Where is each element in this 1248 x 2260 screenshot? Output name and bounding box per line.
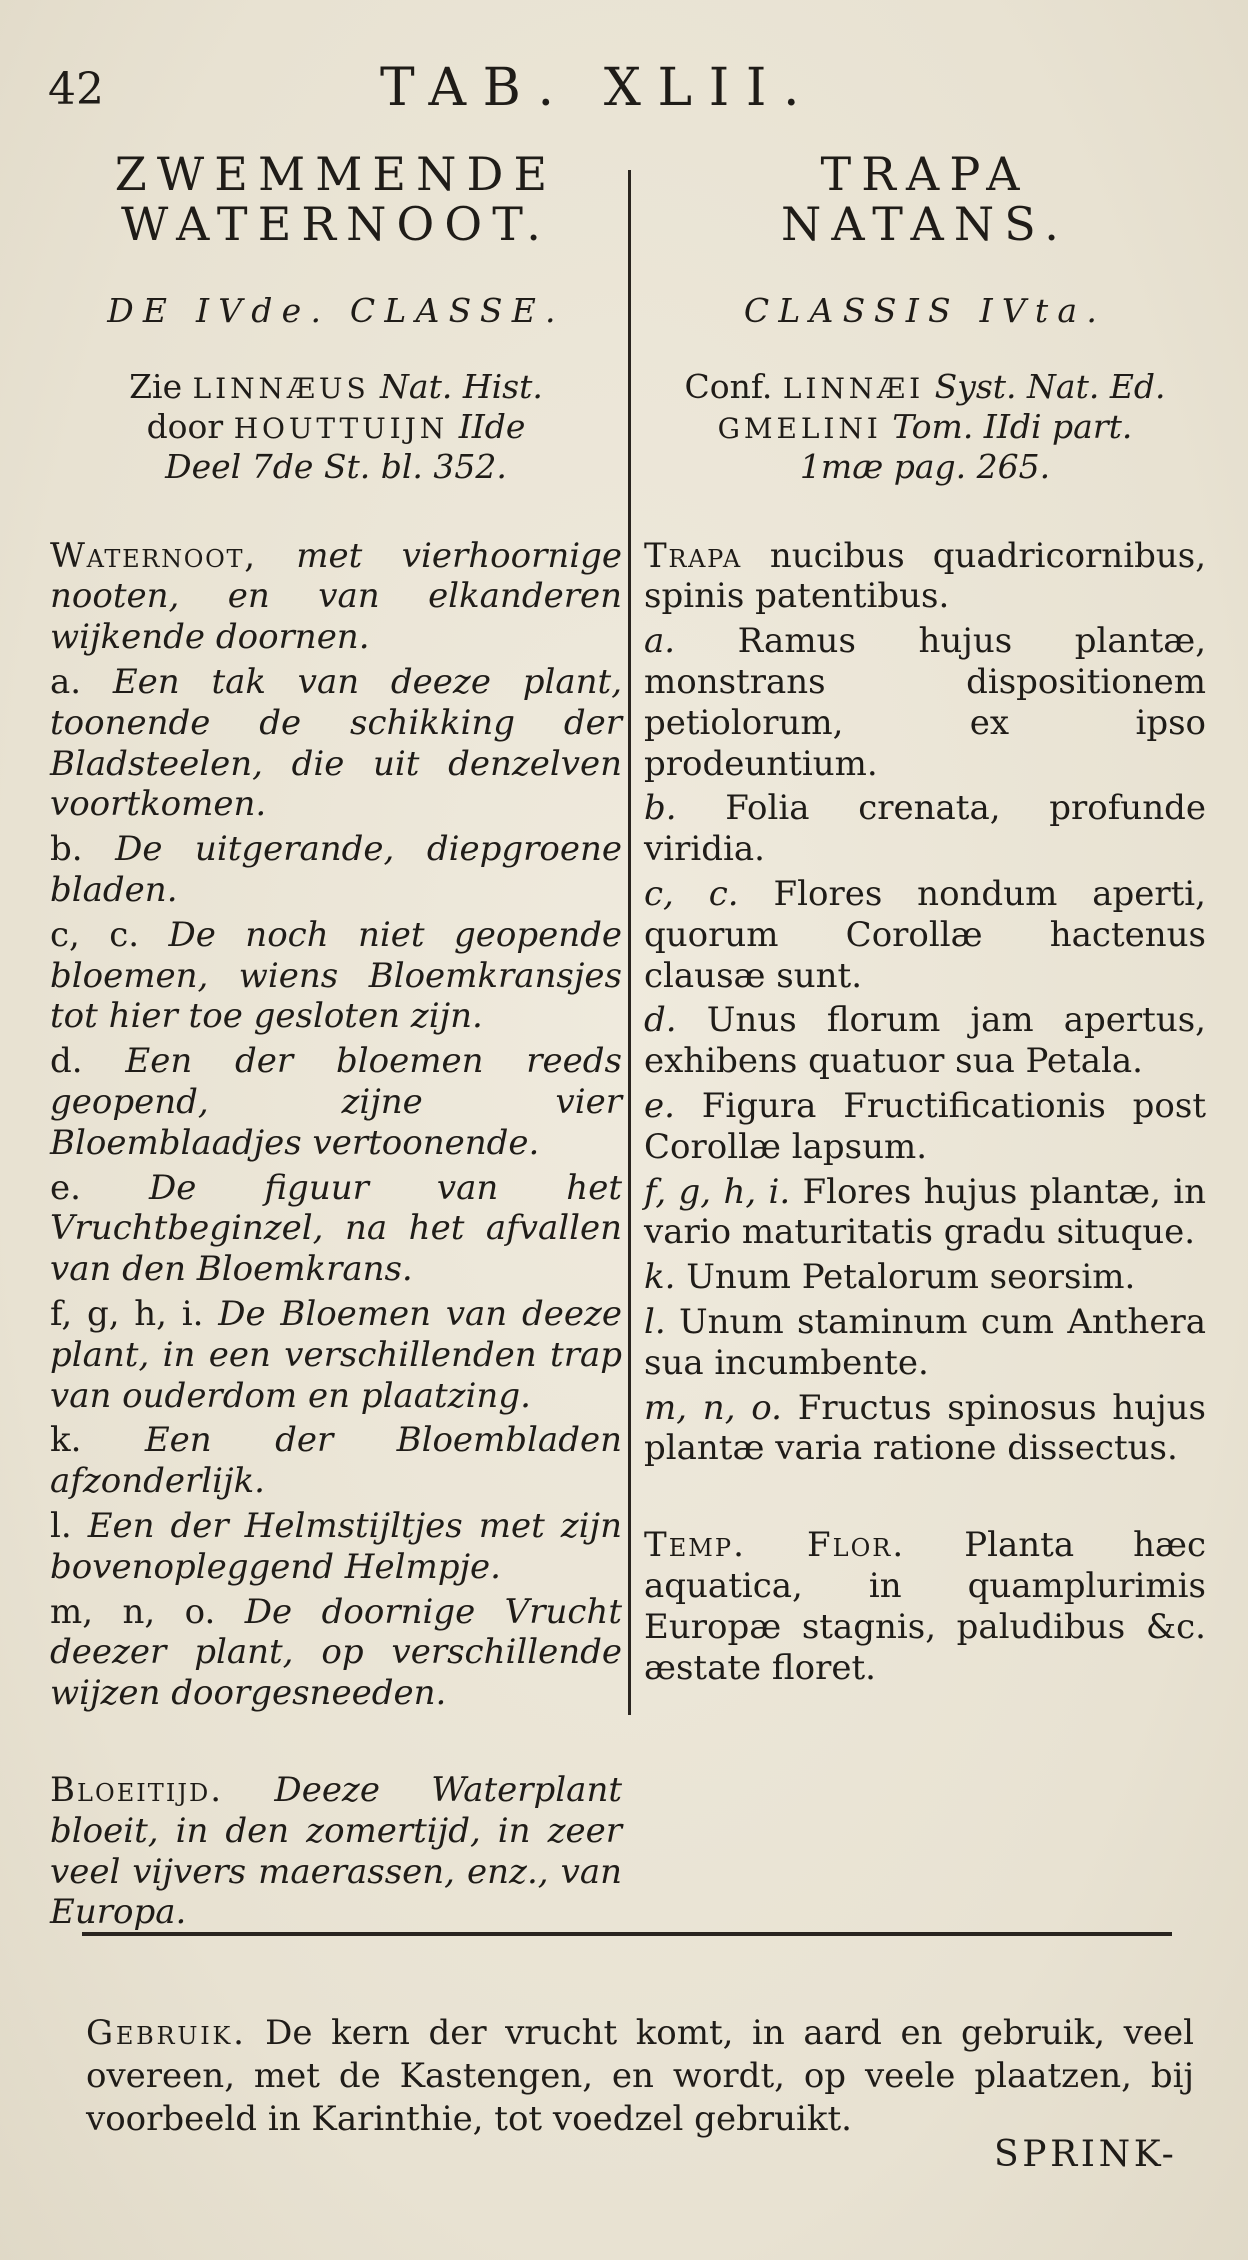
dutch-plant-name — [50, 147, 622, 251]
dutch-entries — [50, 536, 622, 1714]
entry: k. Een der Bloembladen afzonderlijk. — [50, 1420, 622, 1502]
entry: d. Een der bloemen reeds geopend, zijne vier Bloemblaadjes vertoonende. — [50, 1041, 622, 1163]
latin-name-line-2: NATANS. — [781, 196, 1069, 251]
ref-line: 1mæ pag. 265. — [799, 447, 1051, 487]
entry: c, c. Flores nondum aperti, quorum Corollæ hactenus clausæ sunt. — [644, 874, 1206, 996]
dutch-column — [50, 147, 622, 1967]
plate-title: TAB. XLII. — [380, 58, 817, 118]
ref-line: door HOUTTUIJN IIde — [146, 407, 526, 447]
entry: l. Unum staminum cum Anthera sua incumbente. — [644, 1302, 1206, 1383]
ref-line: Deel 7de St. bl. 352. — [165, 447, 507, 487]
latin-flowering-time: Temp. Flor. Planta hæc aquatica, in quamplurimis Europæ stagnis, paludibus &c. æstate floret. — [644, 1525, 1206, 1688]
latin-plant-name — [644, 147, 1206, 251]
latin-name-line-1: TRAPA — [820, 147, 1030, 201]
ref-line: Zie LINNÆUS Nat. Hist. — [129, 366, 543, 406]
dutch-class: DE IVde. CLASSE. — [107, 291, 565, 331]
dutch-flowering-time: Bloeitijd. Deeze Waterplant bloeit, in den zomertijd, in zeer veel vijvers maerassen, enz., van Europa. — [50, 1770, 622, 1933]
entry: l. Een der Helmstijltjes met zijn bovenopleggend Helmpje. — [50, 1506, 622, 1587]
latin-entries — [644, 536, 1206, 1470]
entry: Trapa nucibus quadricornibus, spinis patentibus. — [644, 535, 1206, 617]
entry: b. De uitgerande, diepgroene bladen. — [50, 829, 622, 911]
latin-class: CLASSIS IVta. — [743, 291, 1107, 331]
page-header — [0, 58, 1248, 128]
page-number: 42 — [48, 64, 104, 115]
entry: c, c. De noch niet geopende bloemen, wiens Bloemkransjes tot hier toe gesloten zijn. — [50, 914, 622, 1037]
entry: b. Folia crenata, profunde viridia. — [644, 788, 1206, 870]
dutch-name-line-2: WATERNOOT. — [120, 196, 551, 251]
entry: e. De figuur van het Vruchtbeginzel, na het afvallen van den Bloemkrans. — [50, 1167, 622, 1290]
entry: k. Unum Petalorum seorsim. — [644, 1257, 1136, 1298]
ref-line: Conf. LINNÆI Syst. Nat. Ed. — [684, 366, 1166, 406]
horizontal-rule — [82, 1932, 1172, 1936]
dutch-reference — [50, 367, 622, 488]
catchword: SPRINK- — [994, 2134, 1178, 2175]
entry: a. Ramus hujus plantæ, monstrans dispositionem petiolorum, ex ipso prodeuntium. — [644, 621, 1206, 784]
entry: d. Unus florum jam apertus, exhibens quatuor sua Petala. — [644, 1000, 1206, 1082]
entry: e. Figura Fructificationis post Corollæ lapsum. — [644, 1086, 1206, 1167]
entry: m, n, o. De doornige Vrucht deezer plant, op verschillende wijzen doorgesneeden. — [50, 1591, 622, 1714]
ref-line: GMELINI Tom. IIdi part. — [717, 407, 1133, 447]
latin-column — [644, 147, 1206, 1722]
entry: m, n, o. Fructus spinosus hujus plantæ varia ratione dissectus. — [644, 1387, 1206, 1469]
usage-note: Gebruik. De kern der vrucht komt, in aard en gebruik, veel overeen, met de Kastengen, en wordt, op veele plaatzen, bij voorbeeld in Karinthie, tot voedzel gebruikt. — [86, 2013, 1194, 2139]
entry: Waternoot, met vierhoornige nooten, en van elkanderen wijkende doornen. — [50, 535, 622, 658]
entry: a. Een tak van deeze plant, toonende de schikking der Bladsteelen, die uit denzelven voortkomen. — [50, 662, 622, 825]
column-divider — [628, 170, 631, 1715]
latin-reference — [644, 367, 1206, 488]
dutch-name-line-1: ZWEMMENDE — [114, 147, 558, 201]
entry: f, g, h, i. Flores hujus plantæ, in vario maturitatis gradu situque. — [644, 1171, 1206, 1253]
entry: f, g, h, i. De Bloemen van deeze plant, in een verschillenden trap van ouderdom en plaatzing. — [50, 1294, 622, 1416]
